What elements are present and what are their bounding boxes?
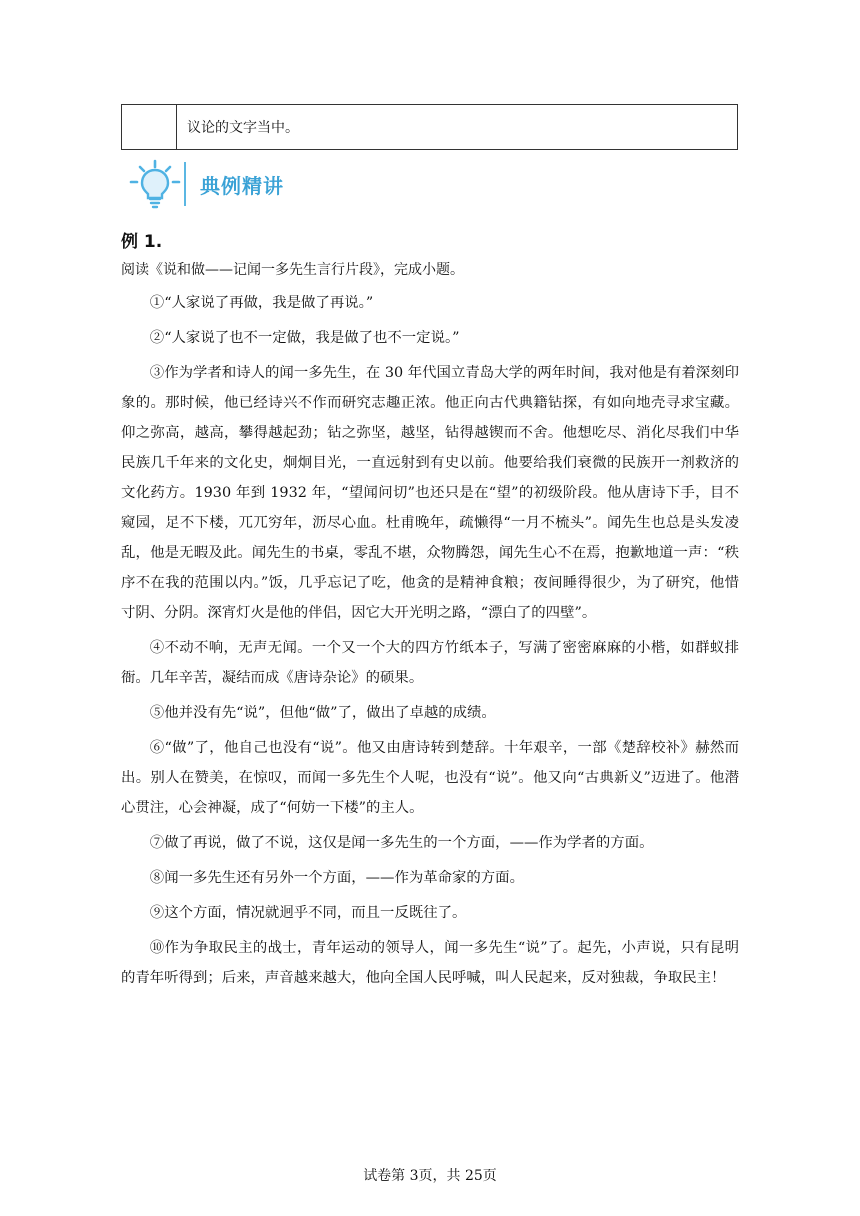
section-divider bbox=[184, 162, 186, 206]
paragraph: ⑧闻一多先生还有另外一个方面，——作为革命家的方面。 bbox=[149, 870, 524, 886]
paragraph: ②“人家说了也不一定做，我是做了也不一定说。” bbox=[149, 330, 460, 346]
table-fragment bbox=[121, 104, 738, 150]
paragraph: ④不动不响，无声无闻。一个又一个大的四方竹纸本子，写满了密密麻麻的小楷，如群蚁排衙。几年辛苦，凝结而成《唐诗杂论》的硕果。 bbox=[121, 640, 739, 686]
lightbulb-icon bbox=[128, 159, 182, 209]
table-empty-cell bbox=[122, 105, 177, 149]
example-label: 例 1. bbox=[121, 232, 163, 252]
paragraph: ⑦做了再说，做了不说，这仅是闻一多先生的一个方面，——作为学者的方面。 bbox=[149, 835, 654, 851]
paragraph: ①“人家说了再做，我是做了再说。” bbox=[149, 295, 374, 311]
paragraph: ③作为学者和诗人的闻一多先生，在 30 年代国立青岛大学的两年时间，我对他是有着深刻印象的。那时候，他已经诗兴不作而研究志趣正浓。他正向古代典籍钻探，有如向地壳寻求宝藏。仰之弥高，越高，攀得越起劲；钻之弥坚，越坚，钻得越锲而不舍。他想吃尽、消化尽我们中华民族几千年来的文化史，炯炯目光，一直远射到有史以前。他要给我们衰微的民族开一剂救济的文化药方。1930 年到 1932 年，“望闻问切”也还只是在“望”的初级阶段。他从唐诗下手，目不窥园，足不下楼，兀兀穷年，沥尽心血。杜甫晚年，疏懒得“一月不梳头”。闻先生也总是头发凌乱，他是无暇及此。闻先生的书桌，零乱不堪，众物腾怨，闻先生心不在焉，抱歉地道一声：“秩序不在我的范围以内。”饭，几乎忘记了吃，他贪的是精神食粮；夜间睡得很少，为了研究，他惜寸阴、分阴。深宵灯火是他的伴侣，因它大开光明之路，“漂白了的四壁”。 bbox=[121, 365, 739, 621]
paragraph: ⑨这个方面，情况就迥乎不同，而且一反既往了。 bbox=[149, 905, 467, 921]
table-text-cell: 议论的文字当中。 bbox=[187, 120, 299, 136]
section-header bbox=[128, 158, 284, 210]
reading-passage bbox=[121, 259, 739, 998]
paragraph: ⑤他并没有先“说”，但他“做”了，做出了卓越的成绩。 bbox=[149, 705, 496, 721]
section-title: 典例精讲 bbox=[200, 173, 284, 198]
page-footer: 试卷第 3页，共 25页 bbox=[363, 1168, 497, 1184]
paragraph: ⑥“做”了，他自己也没有“说”。他又由唐诗转到楚辞。十年艰辛，一部《楚辞校补》赫然而出。别人在赞美，在惊叹，而闻一多先生个人呢，也没有“说”。他又向“古典新义”迈进了。他潜心贯注，心会神凝，成了“何妨一下楼”的主人。 bbox=[121, 740, 739, 816]
paragraph: ⑩作为争取民主的战士，青年运动的领导人，闻一多先生“说”了。起先，小声说，只有昆明的青年听得到；后来，声音越来越大，他向全国人民呼喊，叫人民起来，反对独裁，争取民主！ bbox=[121, 940, 739, 986]
passage-intro: 阅读《说和做——记闻一多先生言行片段》，完成小题。 bbox=[121, 262, 464, 278]
